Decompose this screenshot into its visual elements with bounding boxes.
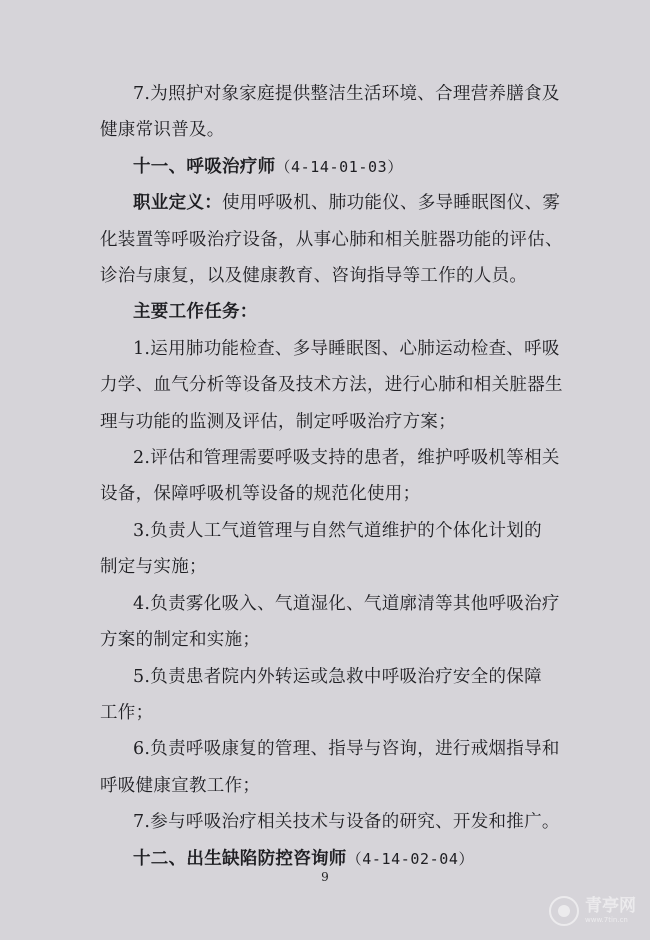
watermark-text <box>585 898 636 924</box>
task-item-5: 5.负责患者院内外转运或急救中呼吸治疗安全的保障 <box>133 666 542 687</box>
text-line: 呼吸健康宣教工作； <box>100 775 261 796</box>
page-content <box>100 76 563 877</box>
task-item-7: 7.参与呼吸治疗相关技术与设备的研究、开发和推广。 <box>133 812 560 833</box>
watermark-title: 青亭网 <box>585 896 636 916</box>
definition-label: 职业定义： <box>133 193 222 214</box>
task-item-4: 4.负责雾化吸入、气道湿化、气道廓清等其他呼吸治疗 <box>133 593 560 614</box>
task-item-3: 3.负责人工气道管理与自然气道维护的个体化计划的 <box>133 520 542 541</box>
text-line: 工作； <box>100 702 154 723</box>
text-line: 制定与实施； <box>100 557 207 578</box>
tasks-label: 主要工作任务： <box>133 302 258 323</box>
task-item-1: 1.运用肺功能检查、多导睡眠图、心肺运动检查、呼吸 <box>133 338 560 359</box>
watermark <box>549 896 636 926</box>
definition-line <box>100 185 561 221</box>
page-number: 9 <box>321 870 329 884</box>
occupation-code: （4-14-01-03） <box>275 157 403 176</box>
text-line: 健康常识普及。 <box>100 120 225 141</box>
text-line: 7.为照护对象家庭提供整洁生活环境、合理营养膳食及 <box>133 84 560 104</box>
text-line: 理与功能的监测及评估，制定呼吸治疗方案； <box>100 411 456 432</box>
text-line: 诊治与康复，以及健康教育、咨询指导等工作的人员。 <box>100 266 528 287</box>
text-line: 力学、血气分析等设备及技术方法，进行心肺和相关脏器生 <box>100 375 563 396</box>
section-heading-11 <box>100 149 558 185</box>
section-title: 十一、呼吸治疗师 <box>133 156 276 177</box>
text-line: 设备，保障呼吸机等设备的规范化使用； <box>100 484 421 505</box>
text-line: 化装置等呼吸治疗设备，从事心肺和相关脏器功能的评估、 <box>100 229 563 250</box>
watermark-url: www.7tin.cn <box>585 916 628 924</box>
section-title: 十二、出生缺陷防控咨询师 <box>133 848 347 869</box>
task-item-6: 6.负责呼吸康复的管理、指导与咨询，进行戒烟指导和 <box>133 739 560 760</box>
text-line: 方案的制定和实施； <box>100 630 261 651</box>
definition-text: 使用呼吸机、肺功能仪、多导睡眠图仪、雾 <box>222 193 561 214</box>
watermark-logo-icon <box>549 896 579 926</box>
task-item-2: 2.评估和管理需要呼吸支持的患者，维护呼吸机等相关 <box>133 448 560 469</box>
occupation-code: （4-14-02-04） <box>346 849 475 868</box>
